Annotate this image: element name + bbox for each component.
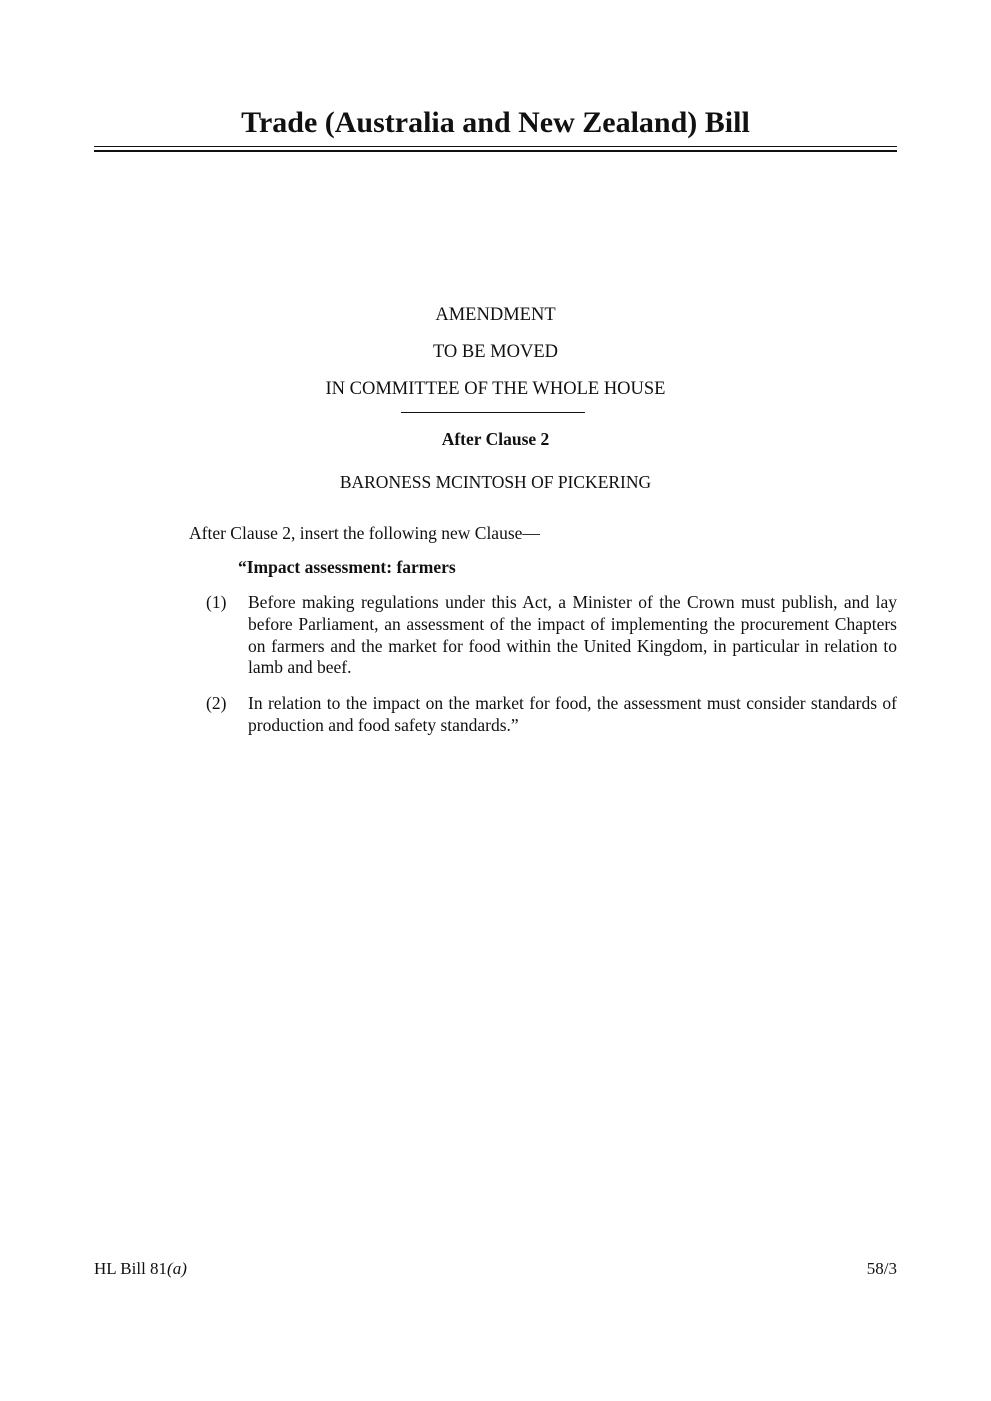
amendment-label: AMENDMENT bbox=[435, 305, 556, 325]
to-be-moved-label: TO BE MOVED bbox=[432, 342, 559, 362]
subsection-number: (2) bbox=[206, 693, 227, 713]
subsection-text: In relation to the impact on the market for food, the assessment must consider standards of production and food safety standards.” bbox=[248, 693, 897, 735]
subsection-number: (1) bbox=[206, 592, 227, 612]
amendment-position: After Clause 2 bbox=[441, 429, 550, 449]
clause-heading: “Impact assessment: farmers bbox=[238, 557, 456, 577]
amendment-intro: After Clause 2, insert the following new Clause— bbox=[189, 523, 540, 543]
committee-label: IN COMMITTEE OF THE WHOLE HOUSE bbox=[325, 379, 666, 399]
subsection-text: Before making regulations under this Act, a Minister of the Crown must publish, and lay before Parliament, an assessment of the impact of implementing the procurement Chapters on farmers and the market for food within the United Kingdom, in particular in relation to lamb and beef. bbox=[248, 592, 897, 678]
subsection-1 bbox=[206, 592, 897, 679]
bill-reference bbox=[94, 1259, 187, 1279]
title-rule-thick bbox=[94, 150, 897, 152]
section-divider bbox=[401, 412, 585, 413]
document-title: Trade (Australia and New Zealand) Bill bbox=[241, 106, 750, 139]
bill-ref-suffix: (a) bbox=[167, 1259, 187, 1278]
subsection-2 bbox=[206, 693, 897, 737]
bill-ref: HL Bill 81 bbox=[94, 1259, 168, 1278]
page-reference: 58/3 bbox=[866, 1259, 897, 1278]
member-name: BARONESS MCINTOSH OF PICKERING bbox=[339, 472, 652, 492]
title-rule-thin bbox=[94, 146, 897, 147]
